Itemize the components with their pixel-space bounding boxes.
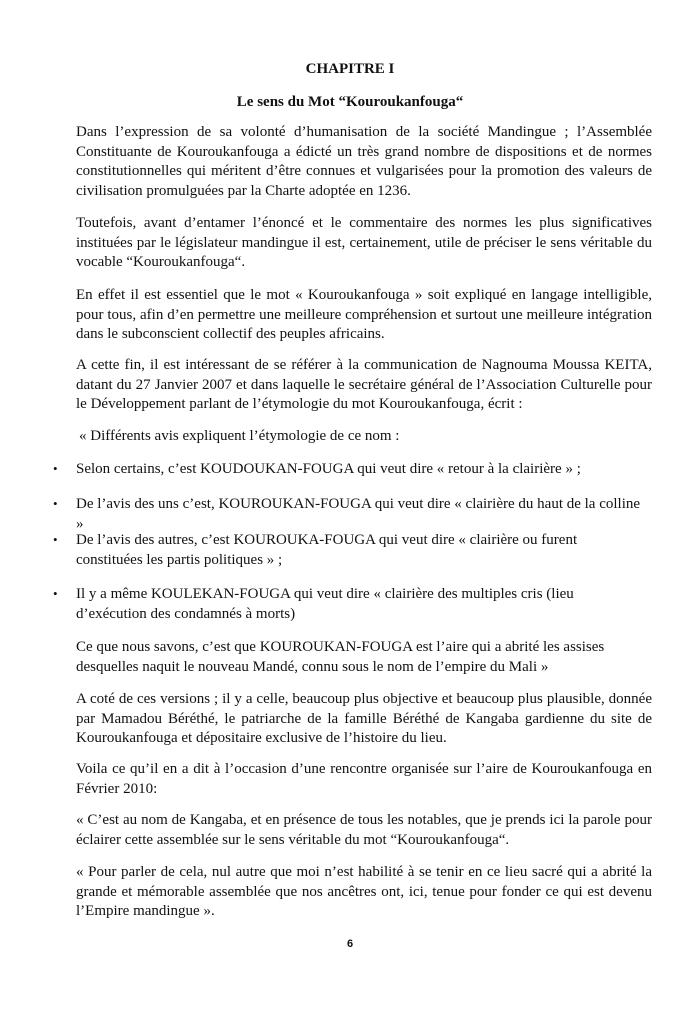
chapter-heading: CHAPITRE I xyxy=(305,61,395,77)
list-item: De l’avis des uns c’est, KOUROUKAN-FOUGA qui veut dire « clairière du haut de la colline » xyxy=(76,496,641,532)
section-title: Le sens du Mot “Kouroukanfouga“ xyxy=(236,94,464,110)
paragraph: En effet il est essentiel que le mot « Kouroukanfouga » soit expliqué en langage intelligible, pour tous, afin d’en permettre une meilleure compréhension et surtout une meilleure intégration dans le subconscient collectif des peuples africains. xyxy=(76,287,652,343)
paragraph: Dans l’expression de sa volonté d’humanisation de la société Mandingue ; l’Assemblée Constituante de Kouroukanfouga a édicté un très grand nombre de dispositions et de normes constitutionnelles qui méritent d’être connues et vulgarisées pour la promotion des valeurs de civilisation promulguées par la Charte adoptée en 1236. xyxy=(76,124,652,199)
quote-close: Ce que nous savons, c’est que KOUROUKAN-FOUGA est l’aire qui a abrité les assises desquelles naquit le nouveau Mandé, connu sous le nom de l’empire du Mali » xyxy=(76,639,605,675)
bullet-icon: • xyxy=(53,586,58,601)
paragraph: « Pour parler de cela, nul autre que moi n’est habilité à se tenir en ce lieu sacré qui a abrité la grande et mémorable assemblée que nos ancêtres ont, ici, tenue pour fonder ce qui est devenu l’Empire mandingue ». xyxy=(76,864,652,920)
page-number: 6 xyxy=(346,938,354,950)
list-item: Il y a même KOULEKAN-FOUGA qui veut dire « clairière des multiples cris (lieu d’exécution des condamnés à morts) xyxy=(76,586,574,622)
paragraph: « C’est au nom de Kangaba, et en présence de tous les notables, que je prends ici la parole pour éclairer cette assemblée sur le sens véritable du mot “Kouroukanfouga“. xyxy=(76,812,652,848)
list-item: Selon certains, c’est KOUDOUKAN-FOUGA qui veut dire « retour à la clairière » ; xyxy=(76,461,581,477)
bullet-icon: • xyxy=(53,532,58,547)
paragraph: A cette fin, il est intéressant de se référer à la communication de Nagnouma Moussa KEITA, datant du 27 Janvier 2007 et dans laquelle le secrétaire général de l’Association Culturelle pour le Développement parlant de l’étymologie du mot Kouroukanfouga, écrit : xyxy=(76,357,652,413)
paragraph: Toutefois, avant d’entamer l’énoncé et le commentaire des normes les plus significatives instituées par le législateur mandingue il est, certainement, utile de préciser le sens véritable du vocable “Kouroukanfouga“. xyxy=(76,215,652,271)
paragraph: Voila ce qu’il en a dit à l’occasion d’une rencontre organisée sur l’aire de Kouroukanfouga en Février 2010: xyxy=(76,761,652,797)
bullet-icon: • xyxy=(53,496,58,511)
quote-intro: « Différents avis expliquent l’étymologie de ce nom : xyxy=(79,428,400,444)
bullet-icon: • xyxy=(53,461,58,476)
paragraph: A coté de ces versions ; il y a celle, beaucoup plus objective et beaucoup plus plausible, donnée par Mamadou Béréthé, le patriarche de la famille Béréthé de Kangaba gardienne du site de Kouroukanfouga et dépositaire exclusive de l’histoire du lieu. xyxy=(76,691,652,747)
list-item: De l’avis des autres, c’est KOUROUKA-FOUGA qui veut dire « clairière ou furent constituées les partis politiques » ; xyxy=(76,532,578,568)
